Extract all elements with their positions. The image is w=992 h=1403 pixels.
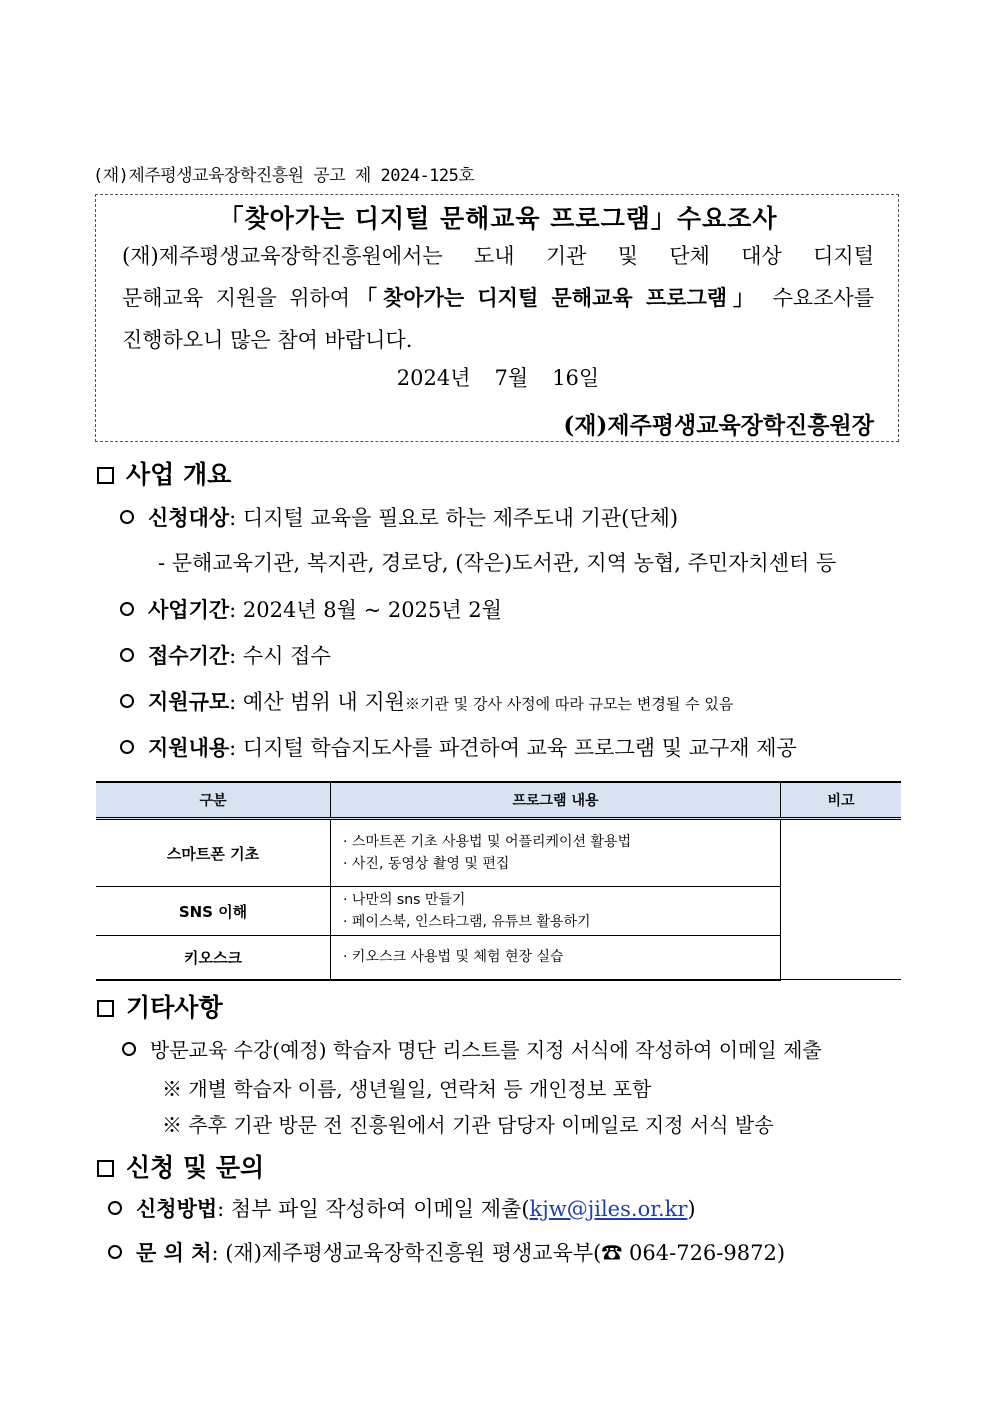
section-etc-heading <box>97 988 223 1024</box>
row-category: 키오스크 <box>96 936 331 980</box>
table-header-category: 구분 <box>96 782 331 819</box>
table-row <box>96 887 901 936</box>
row-content-line: · 키오스크 사용법 및 체험 현장 실습 <box>343 949 564 966</box>
circle-bullet-icon <box>120 510 134 524</box>
period-value: : 2024년 8월 ~ 2025년 2월 <box>229 598 502 622</box>
circle-bullet-icon <box>122 1042 136 1056</box>
method-label: 신청방법 <box>136 1196 218 1221</box>
date-day: 16일 <box>552 366 600 390</box>
email-link[interactable]: kjw@jiles.or.kr <box>529 1197 688 1221</box>
section-overview-title: 사업 개요 <box>126 460 232 489</box>
section-apply-title: 신청 및 문의 <box>126 1153 265 1182</box>
apply-contact <box>108 1237 785 1267</box>
announcement-title: 「찾아가는 디지털 문해교육 프로그램」수요조사 <box>218 204 778 233</box>
circle-bullet-icon <box>108 1245 122 1259</box>
section-apply-heading <box>97 1148 264 1184</box>
method-close: ) <box>687 1197 696 1221</box>
section-etc-title: 기타사항 <box>126 993 223 1022</box>
announcement-line-2 <box>122 277 874 319</box>
date-month: 7월 <box>494 366 529 390</box>
row-category: 스마트폰 기초 <box>96 819 331 887</box>
row-content-line: · 사진, 동영상 촬영 및 편집 <box>343 856 510 872</box>
row-content <box>331 936 781 980</box>
checkbox-square-icon <box>97 1160 114 1177</box>
checkbox-square-icon <box>97 467 114 484</box>
program-table <box>96 781 901 981</box>
overview-target-detail: - 문해교육기관, 복지관, 경로당, (작은)도서관, 지역 농협, 주민자치센터 등 <box>158 551 837 575</box>
table-row <box>96 819 901 887</box>
scale-value: : 예산 범위 내 지원 <box>229 690 405 714</box>
reception-value: : 수시 접수 <box>229 644 331 668</box>
announcement-line-1: (재)제주평생교육장학진흥원에서는 도내 기관 및 단체 대상 디지털 <box>122 244 874 268</box>
overview-content <box>120 732 797 762</box>
contact-value: : (재)제주평생교육장학진흥원 평생교육부( <box>211 1241 602 1265</box>
organization-name: (재)제주평생교육장학진흥원장 <box>563 412 874 439</box>
reception-label: 접수기간 <box>148 643 230 668</box>
period-label: 사업기간 <box>148 597 230 622</box>
notice-number: (재)제주평생교육장학진흥원 공고 제 2024-125호 <box>93 166 475 186</box>
program-name: 「찾아가는 디지털 문해교육 프로그램」 <box>350 285 760 310</box>
content-label: 지원내용 <box>148 735 230 760</box>
etc-item-text: 방문교육 수강(예정) 학습자 명단 리스트를 지정 서식에 작성하여 이메일 제출 <box>150 1038 822 1062</box>
date-year: 2024년 <box>396 366 471 390</box>
scale-label: 지원규모 <box>148 689 230 714</box>
apply-method <box>108 1193 696 1223</box>
circle-bullet-icon <box>120 602 134 616</box>
etc-item <box>122 1034 822 1063</box>
etc-note-1: ※ 개별 학습자 이름, 생년월일, 연락처 등 개인정보 포함 <box>162 1077 652 1101</box>
circle-bullet-icon <box>120 694 134 708</box>
phone-icon: ☎ <box>601 1241 623 1265</box>
announcement-line-2a: 문해교육 지원을 위하여 <box>122 286 351 310</box>
row-content-line: · 스마트폰 기초 사용법 및 어플리케이션 활용법 <box>343 834 632 850</box>
announcement-line-2c: 수요조사를 <box>772 286 874 310</box>
overview-period <box>120 594 502 624</box>
row-category: SNS 이해 <box>96 887 331 936</box>
announcement-line-3: 진행하오니 많은 참여 바랍니다. <box>122 328 413 352</box>
checkbox-square-icon <box>97 1000 114 1017</box>
row-content <box>331 887 781 936</box>
table-header-content: 프로그램 내용 <box>331 782 781 819</box>
contact-label: 문 의 처 <box>136 1240 212 1265</box>
row-content-line: · 나만의 sns 만들기 <box>343 892 466 908</box>
row-content <box>331 819 781 887</box>
overview-scale <box>120 686 733 716</box>
overview-reception <box>120 640 331 670</box>
row-note <box>781 819 902 980</box>
announcement-box <box>95 194 899 442</box>
circle-bullet-icon <box>120 740 134 754</box>
row-content-line: · 페이스북, 인스타그램, 유튜브 활용하기 <box>343 914 591 930</box>
target-value: : 디지털 교육을 필요로 하는 제주도내 기관(단체) <box>229 506 679 530</box>
circle-bullet-icon <box>108 1201 122 1215</box>
etc-note-2: ※ 추후 기관 방문 전 진흥원에서 기관 담당자 이메일로 지정 서식 발송 <box>162 1113 774 1137</box>
scale-note: ※기관 및 강사 사정에 따라 규모는 변경될 수 있음 <box>404 695 734 713</box>
target-label: 신청대상 <box>148 505 230 530</box>
section-overview-heading <box>97 455 231 491</box>
content-value: : 디지털 학습지도사를 파견하여 교육 프로그램 및 교구재 제공 <box>229 736 797 760</box>
announcement-date <box>96 362 900 392</box>
method-value: : 첨부 파일 작성하여 이메일 제출( <box>217 1197 530 1221</box>
phone-number: 064-726-9872) <box>622 1241 786 1265</box>
overview-target <box>120 502 678 532</box>
table-row <box>96 936 901 980</box>
circle-bullet-icon <box>120 648 134 662</box>
table-header-note: 비고 <box>781 782 902 819</box>
